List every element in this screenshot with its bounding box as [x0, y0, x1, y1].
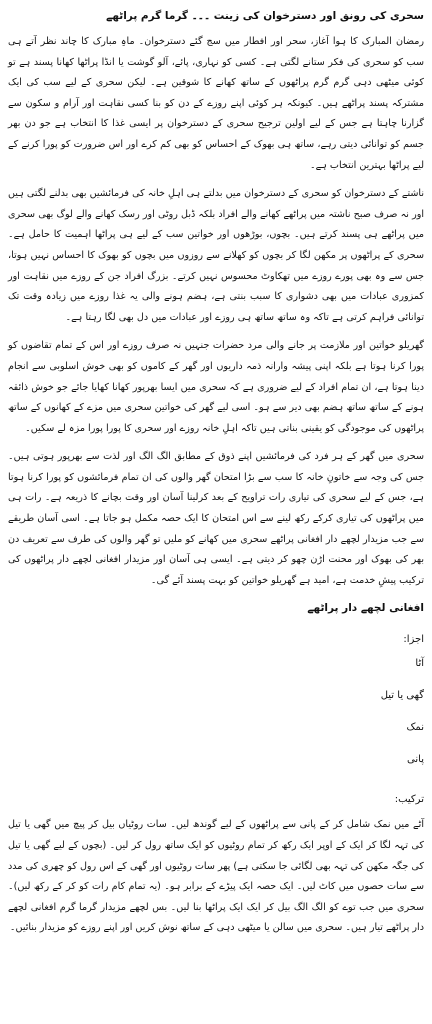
ingredient-item: گھی یا تیل [380, 690, 424, 702]
article-title: سحری کی رونق اور دسترخوان کی زینت ۔۔۔ گرما گرم پراٹھے [106, 10, 424, 22]
ingredient-item: پانی [407, 754, 424, 766]
ingredients-list [8, 655, 424, 783]
paragraph-intro: رمضان المبارک کا ہوا آغاز، سحر اور افطار میں سج گئے دسترخوان۔ ماہِ مبارک کا چاند نظر آتے ہی سب کو سحری کی فکر ستانے لگتی ہے۔ کسی کو نہاری، پائے، آلو گوشت یا انڈا پراٹھا کھانا پسند ہے تو کوئی میٹھی دہی گرم گرم پراٹھوں کے ساتھ کھانے کا شوقین ہے۔ لیکن سحری کے لیے سب کی ایک مشترکہ پسند پراٹھے ہیں۔ کیونکہ ہر کوئی اپنے روزے کے دن کو بنا کسی نقاہت اور آرام و سکون سے گزارنا چاہتا ہے جس کے لیے اولین ترجیح سحری کے دسترخوان پر ایسی غذا کا انتخاب ہے جو دن بھر جسم کو توانائی دیتی رہے، ساتھ ہی بھوک کے احساس کو بھی کم کرے اور اس ضرورت کو پورا کرنے کے لیے پراٹھا بہترین انتخاب ہے۔ [8, 36, 424, 171]
recipe-title: افغانی لچھے دار پراٹھے [307, 602, 424, 615]
ingredients-label: اجزا: [403, 634, 424, 646]
ingredient-item: نمک [406, 722, 424, 734]
ingredient-item: آٹا [415, 658, 424, 670]
method-label: ترکیب: [394, 794, 424, 806]
paragraph-preparation: سحری میں گھر کے ہر فرد کی فرمائشیں اپنے ذوق کے مطابق الگ الگ اور لذت سے بھرپور ہوتی ہیں۔ جس کی وجہ سے خاتونِ خانہ کا سب سے بڑا امتحان گھر والوں کی ان تمام فرمائشوں کو پورا کرنا ہوتا ہے، جس کے لیے سحری کی تیاری رات تراویح کے بعد کرلینا آسان اور وقت بچانے کا ذریعہ ہے۔ رات ہی میں پراٹھوں کی تیاری کرکے رکھ لینے سے اس امتحان کا ایک حصہ مکمل ہو جاتا ہے۔ اسی آسان طریقے سے جب مزیدار لچھے دار افغانی پراٹھے سحری میں کھانے کو ملیں تو گھر والوں کی طرف سے تعریف دن بھر کی بھوک اور محنت اڑن چھو کر دیتی ہے۔ ایسی ہی آسان اور مزیدار افغانی لچھے دار پراٹھوں کی ترکیب پیشِ خدمت ہے، امید ہے گھریلو خواتین کو بہت پسند آئے گی۔ [8, 451, 424, 586]
method-text: آٹے میں نمک شامل کر کے پانی سے پراٹھوں کے لیے گوندھ لیں۔ سات روٹیاں بیل کر پیچ میں گھی یا تیل کی تہہ لگا کر ایک کے اوپر ایک رکھ کر تمام روٹیوں کو ایک ساتھ رول کر لیں۔ (بچوں کے لیے گھی یا تیل کی جگہ مکھن کی تہہ بھی لگائی جا سکتی ہے) پھر سات روٹیوں اور گھی کے اس رول کو چھری کی مدد سے سات حصوں میں کاٹ لیں۔ ایک حصہ ایک پیڑے کے برابر ہو۔ (یہ تمام کام رات کو کر کے رکھ لیں)۔ سحری میں جب توے کو الگ الگ بیل کر ایک ایک پراٹھا بنا لیں۔ بس لچھے مزیدار گرما گرم افغانی لچھے دار پراٹھے تیار ہیں۔ سحری میں سالن یا میٹھی دہی کے ساتھ نوش کریں اور اپنے روزے کو مزیدار بنائیں۔ [8, 819, 424, 934]
paragraph-breakfast: ناشتے کے دسترخوان کو سحری کے دسترخوان میں بدلتے ہی اہلِ خانہ کی فرمائشیں بھی بدلنے لگتی ہیں اور نہ صرف صبح ناشتہ میں پراٹھے کھانے والے افراد بلکہ ڈبل روٹی اور رسک کھانے والے لوگ بھی سحری میں پراٹھے ہی پسند کرتے ہیں۔ بچوں، بوڑھوں اور خواتین سب کے لیے ہی پراٹھا اہمیت کا حامل ہے۔ سحری کے پراٹھوں پر مکھن لگا کر بچوں کو کھلانے سے روزوں میں بچوں کو بھوک کا احساس نہیں ہوتا، جس سے وہ بھی پورے روزے میں تھکاوٹ محسوس نہیں کرتے۔ بزرگ افراد جن کے روزے میں نقاہت اور کمزوری عبادات میں بھی دشواری کا سبب بنتی ہے، ہضم ہونے والی یہ غذا روزے میں زیادہ وقت تک توانائی فراہم کرتی ہے تاکہ وہ ساتھ ساتھ ہی روزے اور عبادات میں دل بھی لگا رہتا ہے۔ [8, 188, 424, 323]
paragraph-working-people: گھریلو خواتین اور ملازمت پر جانے والی مرد حضرات جنہیں نہ صرف روزے اور اس کے تمام تقاضوں کو پورا کرنا ہوتا ہے بلکہ اپنی پیشہ وارانہ ذمہ داریوں اور گھر کے کاموں کو بھی خوش اسلوبی سے انجام دینا ہوتا ہے، ان تمام افراد کے لیے ضروری ہے کہ سحری میں ایسا بھرپور کھانا کھایا جائے جو خوش ذائقہ ہونے کے ساتھ ساتھ ہضم بھی دیر سے ہو۔ اسی لیے گھر کی خواتین سحری میں مزے کے کھانوں کے ساتھ پراٹھوں کی موجودگی کو یقینی بناتی ہیں تاکہ اہلِ خانہ روزے اور سحری کا پورا پورا مزہ لے سکیں۔ [8, 340, 424, 434]
